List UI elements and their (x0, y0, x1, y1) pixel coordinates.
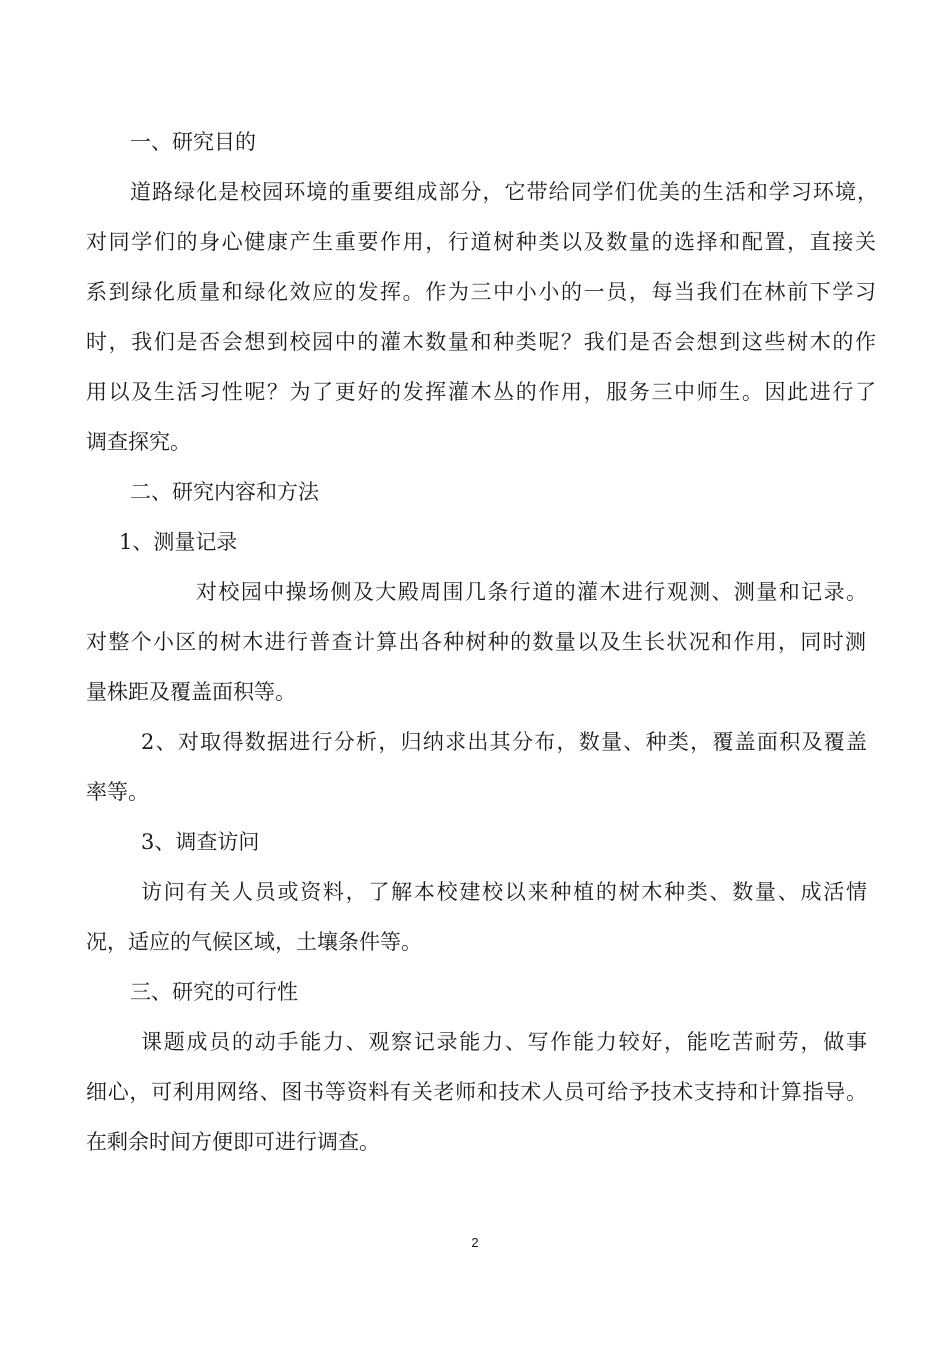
paragraph-line: 况，适应的气候区域，土壤条件等。 (86, 930, 422, 954)
page-number: 2 (471, 1235, 479, 1250)
paragraph-line: 2、对取得数据进行分析，归纳求出其分布，数量、种类，覆盖面积及覆盖 (141, 730, 867, 754)
paragraph-line: 时，我们是否会想到校园中的灌木数量和种类呢？我们是否会想到这些树木的作 (86, 330, 876, 354)
paragraph-line: 对整个小区的树木进行普查计算出各种树种的数量以及生长状况和作用，同时测 (86, 630, 866, 654)
paragraph-line: 细心，可利用网络、图书等资料有关老师和技术人员可给予技术支持和计算指导。 (86, 1080, 867, 1104)
paragraph-line: 用以及生活习性呢？为了更好的发挥灌木丛的作用，服务三中师生。因此进行了 (86, 380, 876, 404)
section-heading-research-purpose: 一、研究目的 (130, 130, 256, 154)
paragraph-line: 课题成员的动手能力、观察记录能力、写作能力较好，能吃苦耐劳，做事 (141, 1030, 867, 1054)
paragraph-line: 率等。 (86, 780, 149, 804)
paragraph-line: 道路绿化是校园环境的重要组成部分，它带给同学们优美的生活和学习环境， (130, 180, 878, 204)
section-heading-research-content: 二、研究内容和方法 (130, 480, 319, 504)
paragraph-line: 量株距及覆盖面积等。 (86, 680, 296, 704)
paragraph-line: 调查探究。 (86, 430, 191, 454)
paragraph-line: 对校园中操场侧及大殿周围几条行道的灌木进行观测、测量和记录。 (196, 580, 867, 604)
paragraph-line: 系到绿化质量和绿化效应的发挥。作为三中小小的一员，每当我们在林前下学习 (86, 280, 876, 304)
subsection-heading-measurement: 1、测量记录 (119, 530, 238, 554)
subsection-heading-survey-interview: 3、调查访问 (141, 830, 260, 854)
paragraph-line: 访问有关人员或资料，了解本校建校以来种植的树木种类、数量、成活情 (141, 880, 867, 904)
section-heading-feasibility: 三、研究的可行性 (130, 980, 298, 1004)
paragraph-line: 在剩余时间方便即可进行调查。 (86, 1130, 380, 1154)
paragraph-line: 对同学们的身心健康产生重要作用，行道树种类以及数量的选择和配置，直接关 (86, 230, 876, 254)
